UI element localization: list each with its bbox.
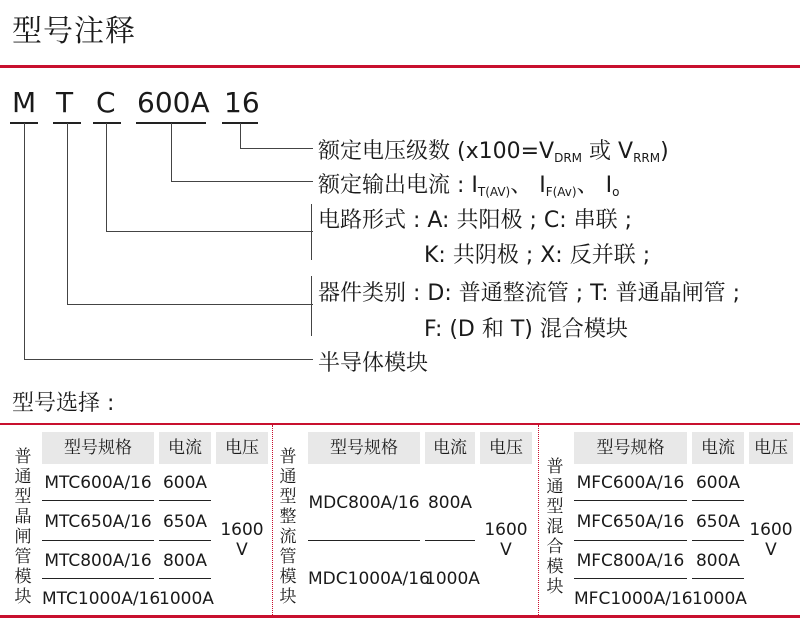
table-cell-current: 1000A	[425, 569, 480, 589]
row-divider	[692, 540, 744, 541]
table-row: MFC650A/16	[576, 512, 685, 532]
table1-side-label: 普 通 型 晶 闸 管 模 块	[14, 447, 32, 607]
table-row: MTC1000A/16	[42, 589, 161, 609]
row-divider	[574, 540, 687, 541]
code-m: M	[12, 86, 37, 119]
table3-voltage-value: 1600 V	[749, 520, 793, 560]
legend-rated-current: 额定输出电流 : $I_{T(AV)}$、 $I_{F(Av)}$、 $I_o$	[318, 173, 620, 199]
code-c: C	[96, 86, 116, 119]
table1-voltage-value: 1600 V	[220, 520, 264, 560]
legend-device-line1: 器件类别 : D: 普通整流管 ; T: 普通晶闸管 ;	[318, 281, 740, 306]
row-divider	[159, 540, 211, 541]
row-divider	[692, 578, 744, 579]
table-cell-current: 1000A	[692, 589, 747, 609]
table-row: MTC800A/16	[44, 551, 152, 571]
row-divider	[42, 500, 154, 501]
table-separator	[538, 425, 539, 615]
legend-voltage-grade: 额定电压级数 ($x100=V_{DRM}$ 或 $V_{RRM}$)	[318, 139, 669, 165]
table2-side-label: 普 通 型 整 流 管 模 块	[279, 447, 297, 607]
table-row: MFC800A/16	[576, 551, 685, 571]
row-divider	[308, 540, 420, 541]
page-title: 型号注释	[12, 14, 136, 49]
title-divider	[0, 65, 800, 68]
table3-side-label: 普 通 型 混 合 模 块	[546, 457, 564, 597]
table1-header-model: 型号规格	[42, 432, 154, 464]
table-row: MDC800A/16	[308, 493, 420, 513]
row-divider	[42, 578, 154, 579]
table-cell-current: 800A	[427, 493, 473, 513]
legend-circuit-line2: K: 共阴极 ; X: 反并联 ;	[424, 243, 651, 268]
selection-divider-top	[0, 423, 800, 425]
row-divider	[425, 540, 475, 541]
table-row: MFC600A/16	[576, 473, 685, 493]
table-cell-current: 650A	[695, 512, 741, 532]
table-cell-current: 600A	[162, 473, 208, 493]
legend-circuit-line1: 电路形式 : A: 共阳极 ; C: 串联 ;	[318, 208, 633, 233]
row-divider	[159, 578, 211, 579]
table-cell-current: 650A	[162, 512, 208, 532]
table-row: MFC1000A/16	[574, 589, 693, 609]
legend-module: 半导体模块	[318, 351, 429, 376]
table3-header-model: 型号规格	[574, 432, 687, 464]
selection-title: 型号选择 :	[12, 391, 115, 416]
table2-header-model: 型号规格	[308, 432, 420, 464]
brace-circuit	[311, 204, 313, 260]
row-divider	[159, 500, 211, 501]
table1-header-voltage: 电压	[216, 432, 268, 464]
code-voltage: 16	[224, 86, 260, 119]
table3-header-current: 电流	[692, 432, 744, 464]
table-row: MDC1000A/16	[308, 569, 430, 589]
row-divider	[574, 500, 687, 501]
table-cell-current: 800A	[162, 551, 208, 571]
table-separator	[272, 425, 273, 615]
table2-voltage-value: 1600 V	[484, 520, 528, 560]
row-divider	[692, 500, 744, 501]
brace-device	[311, 276, 313, 336]
selection-divider-bottom	[0, 615, 800, 618]
code-current: 600A	[137, 86, 210, 119]
table1-header-current: 电流	[159, 432, 211, 464]
legend-device-line2: F: (D 和 T) 混合模块	[424, 317, 628, 342]
table-cell-current: 1000A	[159, 589, 214, 609]
table-row: MTC650A/16	[44, 512, 152, 532]
row-divider	[574, 578, 687, 579]
table3-header-voltage: 电压	[749, 432, 793, 464]
table-cell-current: 800A	[695, 551, 741, 571]
table2-header-current: 电流	[425, 432, 475, 464]
code-t: T	[56, 86, 74, 119]
table-cell-current: 600A	[695, 473, 741, 493]
table2-header-voltage: 电压	[480, 432, 532, 464]
table-row: MTC600A/16	[44, 473, 152, 493]
connector-module	[24, 123, 313, 360]
row-divider	[42, 540, 154, 541]
